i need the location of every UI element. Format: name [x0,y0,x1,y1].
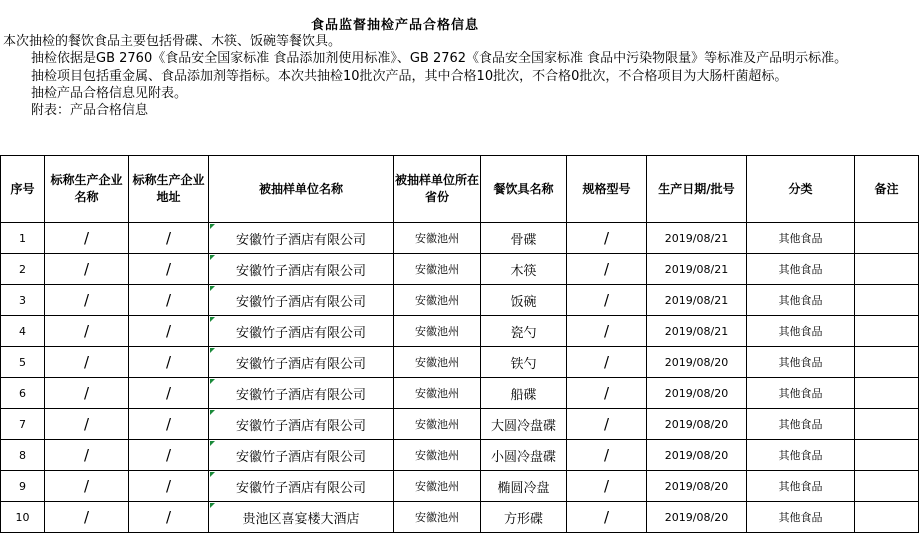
col-header: 标称生产企业地址 [129,156,209,223]
cell-date: 2019/08/20 [647,471,747,502]
cell-mfr: / [45,316,129,347]
cell-cat: 其他食品 [747,347,855,378]
cell-unit: 安徽竹子酒店有限公司 [209,285,394,316]
cell-prov: 安徽池州 [394,471,481,502]
cell-unit: 安徽竹子酒店有限公司 [209,347,394,378]
cell-item: 木筷 [481,254,567,285]
col-header: 标称生产企业名称 [45,156,129,223]
cell-no: 8 [1,440,45,471]
cell-cat: 其他食品 [747,378,855,409]
cell-date: 2019/08/20 [647,409,747,440]
cell-mfr: / [45,440,129,471]
cell-unit: 安徽竹子酒店有限公司 [209,471,394,502]
table-row [1,471,919,502]
cell-addr: / [129,378,209,409]
cell-date: 2019/08/21 [647,316,747,347]
intro-text [3,33,918,119]
cell-note [855,378,919,409]
col-header: 被抽样单位名称 [209,156,394,223]
cell-note [855,502,919,533]
cell-cat: 其他食品 [747,471,855,502]
cell-note [855,347,919,378]
cell-item: 椭圆冷盘 [481,471,567,502]
cell-unit: 安徽竹子酒店有限公司 [209,378,394,409]
cell-unit: 安徽竹子酒店有限公司 [209,254,394,285]
cell-prov: 安徽池州 [394,409,481,440]
cell-spec: / [567,223,647,254]
cell-date: 2019/08/20 [647,440,747,471]
cell-item: 铁勺 [481,347,567,378]
cell-no: 2 [1,254,45,285]
cell-spec: / [567,254,647,285]
cell-date: 2019/08/21 [647,285,747,316]
cell-prov: 安徽池州 [394,440,481,471]
cell-item: 瓷勺 [481,316,567,347]
cell-no: 7 [1,409,45,440]
cell-spec: / [567,316,647,347]
cell-spec: / [567,347,647,378]
cell-prov: 安徽池州 [394,502,481,533]
cell-mfr: / [45,378,129,409]
cell-item: 船碟 [481,378,567,409]
cell-prov: 安徽池州 [394,347,481,378]
cell-spec: / [567,471,647,502]
cell-note [855,440,919,471]
table-row [1,223,919,254]
cell-mfr: / [45,409,129,440]
table-row [1,502,919,533]
cell-item: 大圆冷盘碟 [481,409,567,440]
col-header: 分类 [747,156,855,223]
cell-note [855,409,919,440]
cell-cat: 其他食品 [747,254,855,285]
cell-note [855,471,919,502]
cell-date: 2019/08/21 [647,223,747,254]
cell-cat: 其他食品 [747,502,855,533]
cell-item: 方形碟 [481,502,567,533]
cell-mfr: / [45,347,129,378]
cell-date: 2019/08/20 [647,347,747,378]
cell-no: 10 [1,502,45,533]
intro-line: 抽检项目包括重金属、食品添加剂等指标。本次共抽检10批次产品，其中合格10批次，不合格0批次，不合格项目为大肠杆菌超标。 [31,68,788,84]
cell-spec: / [567,378,647,409]
cell-addr: / [129,440,209,471]
cell-mfr: / [45,254,129,285]
product-table [0,155,919,533]
cell-date: 2019/08/21 [647,254,747,285]
cell-unit: 安徽竹子酒店有限公司 [209,409,394,440]
intro-line: 本次抽检的餐饮食品主要包括骨碟、木筷、饭碗等餐饮具。 [3,34,342,49]
cell-mfr: / [45,471,129,502]
cell-item: 骨碟 [481,223,567,254]
cell-no: 5 [1,347,45,378]
cell-cat: 其他食品 [747,409,855,440]
cell-note [855,285,919,316]
cell-cat: 其他食品 [747,285,855,316]
cell-addr: / [129,223,209,254]
cell-unit: 安徽竹子酒店有限公司 [209,316,394,347]
cell-spec: / [567,440,647,471]
intro-line: 抽检依据是GB 2760《食品安全国家标准 食品添加剂使用标准》、GB 2762《食品安全国家标准 食品中污染物限量》等标准及产品明示标准。 [31,51,848,67]
cell-cat: 其他食品 [747,223,855,254]
col-header: 备注 [855,156,919,223]
col-header: 被抽样单位所在省份 [394,156,481,223]
cell-prov: 安徽池州 [394,316,481,347]
cell-spec: / [567,285,647,316]
cell-addr: / [129,285,209,316]
table-row [1,316,919,347]
table-header-row [1,156,919,223]
cell-mfr: / [45,502,129,533]
table-row [1,378,919,409]
table-row [1,347,919,378]
intro-line: 附表：产品合格信息 [31,103,149,119]
cell-note [855,254,919,285]
table-row [1,409,919,440]
table-row [1,285,919,316]
cell-no: 9 [1,471,45,502]
cell-unit: 贵池区喜宴楼大酒店 [209,502,394,533]
cell-item: 小圆冷盘碟 [481,440,567,471]
cell-addr: / [129,409,209,440]
cell-cat: 其他食品 [747,440,855,471]
cell-note [855,223,919,254]
table-row [1,440,919,471]
cell-prov: 安徽池州 [394,285,481,316]
cell-no: 1 [1,223,45,254]
cell-cat: 其他食品 [747,316,855,347]
cell-prov: 安徽池州 [394,223,481,254]
cell-prov: 安徽池州 [394,254,481,285]
col-header: 生产日期/批号 [647,156,747,223]
cell-spec: / [567,409,647,440]
cell-no: 6 [1,378,45,409]
col-header: 餐饮具名称 [481,156,567,223]
cell-addr: / [129,471,209,502]
cell-mfr: / [45,285,129,316]
cell-spec: / [567,502,647,533]
cell-note [855,316,919,347]
cell-no: 3 [1,285,45,316]
cell-no: 4 [1,316,45,347]
col-header: 序号 [1,156,45,223]
cell-date: 2019/08/20 [647,378,747,409]
cell-item: 饭碗 [481,285,567,316]
cell-mfr: / [45,223,129,254]
cell-addr: / [129,316,209,347]
cell-prov: 安徽池州 [394,378,481,409]
table-row [1,254,919,285]
cell-unit: 安徽竹子酒店有限公司 [209,223,394,254]
cell-unit: 安徽竹子酒店有限公司 [209,440,394,471]
intro-line: 抽检产品合格信息见附表。 [31,85,188,101]
cell-date: 2019/08/20 [647,502,747,533]
page-title: 食品监督抽检产品合格信息 [310,18,479,33]
cell-addr: / [129,347,209,378]
cell-addr: / [129,254,209,285]
col-header: 规格型号 [567,156,647,223]
cell-addr: / [129,502,209,533]
